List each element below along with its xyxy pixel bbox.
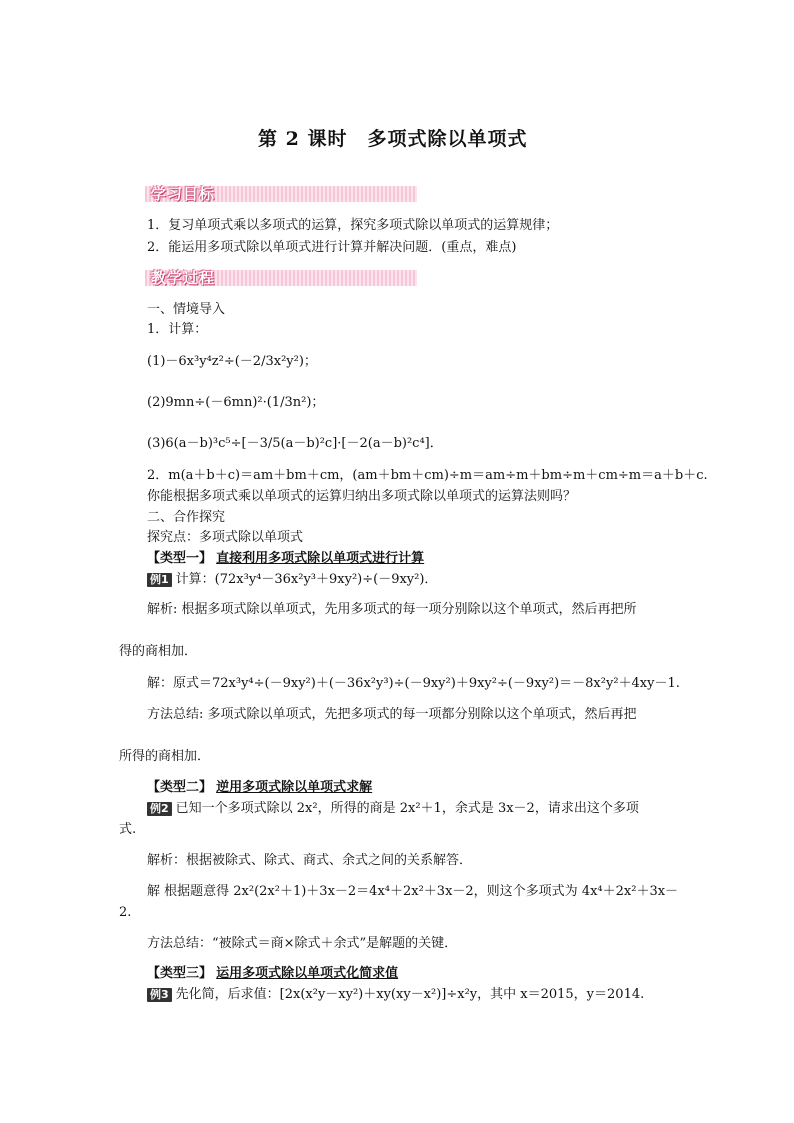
intro-item-2: 2．m(a＋b＋c)＝am＋bm＋cm，(am＋bm＋cm)÷m＝am÷m＋bm÷m＋cm÷m＝a＋b＋c. bbox=[147, 468, 708, 483]
problem-2: (2)9mn÷(－6mn)²·(1/3n²)； bbox=[147, 395, 325, 410]
example-2-cont: 式. bbox=[119, 822, 137, 837]
page-title: 第 2 课时 多项式除以单项式 bbox=[258, 128, 528, 150]
problem-1: (1)－6x³y⁴z²÷(－2/3x²y²)； bbox=[147, 354, 317, 369]
example-2-text: 已知一个多项式除以 2x²，所得的商是 2x²＋1，余式是 3x－2，请求出这个多项 bbox=[175, 801, 639, 816]
goals-banner-label: 学习目标 bbox=[151, 185, 216, 203]
goals-banner bbox=[145, 182, 417, 204]
type1-analysis-1: 解析: 根据多项式除以单项式，先用多项式的每一项分别除以这个单项式，然后再把所 bbox=[147, 602, 637, 617]
example-1-text: 计算：(72x³y⁴－36x²y³＋9xy²)÷(－9xy²)． bbox=[175, 572, 438, 587]
type2-analysis: 解析：根据被除式、除式、商式、余式之间的关系解答． bbox=[147, 853, 473, 868]
problem-3: (3)6(a－b)³c⁵÷[－3/5(a－b)²c]·[－2(a－b)²c⁴]． bbox=[147, 436, 443, 451]
explore-heading: 二、合作探究 bbox=[147, 510, 226, 525]
intro-question: 你能根据多项式乘以单项式的运算归纳出多项式除以单项式的运算法则吗？ bbox=[147, 489, 577, 504]
type2-label: 【类型二】 bbox=[147, 780, 213, 795]
type1-heading bbox=[147, 551, 424, 567]
type3-title: 运用多项式除以单项式化简求值 bbox=[216, 966, 399, 981]
example-3-badge: 例3 bbox=[147, 988, 172, 1002]
type1-solution: 解：原式＝72x³y⁴÷(－9xy²)＋(－36x²y³)÷(－9xy²)＋9xy²÷(－9xy²)＝－8x²y²＋4xy－1. bbox=[147, 676, 680, 691]
example-1-badge: 例1 bbox=[147, 573, 172, 587]
type1-title: 直接利用多项式除以单项式进行计算 bbox=[216, 551, 425, 566]
intro-heading: 一、情境导入 bbox=[147, 302, 226, 317]
example-3 bbox=[147, 987, 644, 1003]
explore-point: 探究点：多项式除以单项式 bbox=[147, 530, 304, 545]
process-banner-label: 教学过程 bbox=[151, 269, 216, 287]
type2-title: 逆用多项式除以单项式求解 bbox=[216, 780, 373, 795]
example-1 bbox=[147, 572, 437, 588]
type2-solution-1: 解 根据题意得 2x²(2x²＋1)＋3x－2＝4x⁴＋2x²＋3x－2，则这个多项式为 4x⁴＋2x²＋3x－ bbox=[147, 884, 679, 899]
type2-summary: 方法总结：“被除式＝商×除式＋余式”是解题的关键． bbox=[147, 936, 458, 951]
calc-label: 1．计算： bbox=[147, 322, 208, 337]
type3-heading bbox=[147, 966, 398, 982]
example-2 bbox=[147, 801, 639, 817]
goal-item-2: 2．能运用多项式除以单项式进行计算并解决问题．(重点，难点) bbox=[147, 240, 517, 255]
type3-label: 【类型三】 bbox=[147, 966, 213, 981]
type1-analysis-2: 得的商相加． bbox=[119, 644, 198, 659]
type1-summary-2: 所得的商相加． bbox=[119, 749, 211, 764]
type2-solution-2: 2. bbox=[119, 905, 132, 920]
example-3-text: 先化简，后求值：[2x(x²y－xy²)＋xy(xy－x²)]÷x²y，其中 x＝2015，y＝2014. bbox=[175, 987, 645, 1002]
process-banner bbox=[145, 266, 417, 288]
type2-heading bbox=[147, 780, 372, 796]
type1-summary-1: 方法总结: 多项式除以单项式，先把多项式的每一项都分别除以这个单项式，然后再把 bbox=[147, 707, 637, 722]
example-2-badge: 例2 bbox=[147, 802, 172, 816]
type1-label: 【类型一】 bbox=[147, 551, 213, 566]
goal-item-1: 1．复习单项式乘以多项式的运算，探究多项式除以单项式的运算规律； bbox=[147, 218, 559, 233]
